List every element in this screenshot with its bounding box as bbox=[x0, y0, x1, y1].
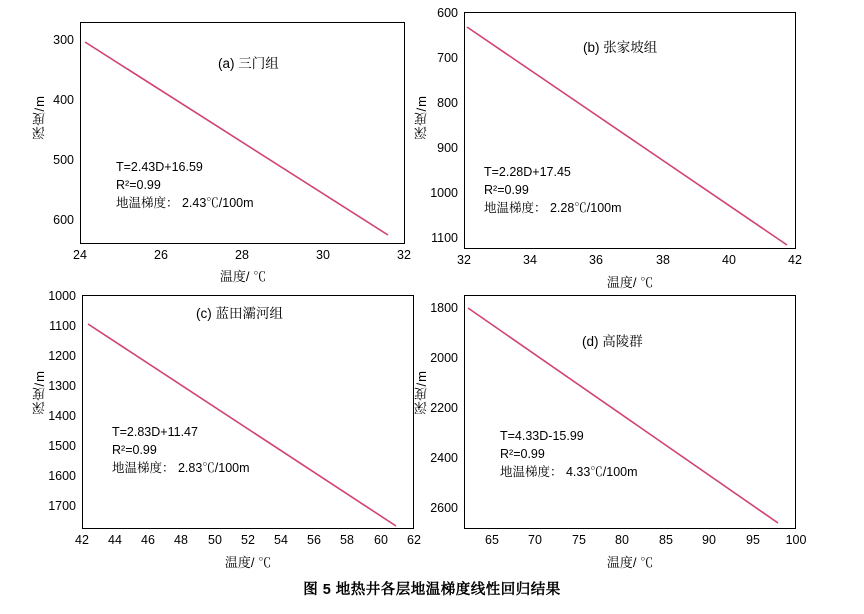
annotation-c bbox=[112, 423, 250, 477]
x-tick-d-0: 65 bbox=[485, 533, 499, 547]
equation-c: T=2.83D+11.47 bbox=[112, 425, 198, 439]
y-tick-d-2: 2200 bbox=[430, 401, 458, 415]
x-tick-a-1: 26 bbox=[154, 248, 168, 262]
y-tick-b-2: 800 bbox=[437, 96, 458, 110]
plot-area-c bbox=[82, 295, 414, 529]
x-tick-c-3: 48 bbox=[174, 533, 188, 547]
y-tick-c-4: 1400 bbox=[48, 409, 76, 423]
y-tick-b-0: 600 bbox=[437, 6, 458, 20]
x-tick-a-0: 24 bbox=[73, 248, 87, 262]
equation-b: T=2.28D+17.45 bbox=[484, 165, 571, 179]
x-tick-c-4: 50 bbox=[208, 533, 222, 547]
panel-title-d: (d) 高陵群 bbox=[582, 334, 643, 349]
trend-line-c bbox=[83, 296, 415, 530]
x-tick-c-10: 62 bbox=[407, 533, 421, 547]
gradient-b: 地温梯度： 2.28℃/100m bbox=[484, 201, 622, 216]
equation-d: T=4.33D-15.99 bbox=[500, 429, 584, 443]
y-tick-a-2: 500 bbox=[53, 153, 74, 167]
x-tick-d-5: 90 bbox=[702, 533, 716, 547]
y-axis-label-d: 深度/m bbox=[414, 370, 429, 415]
x-axis-label-c: 温度/ ℃ bbox=[224, 555, 272, 570]
y-tick-d-0: 1800 bbox=[430, 301, 458, 315]
annotation-b bbox=[484, 163, 622, 217]
x-axis-label-a: 温度/ ℃ bbox=[219, 269, 267, 284]
x-axis-label-b: 温度/ ℃ bbox=[606, 275, 654, 290]
y-tick-d-3: 2400 bbox=[430, 451, 458, 465]
figure-caption: 图 5 地热井各层地温梯度线性回归结果 bbox=[303, 582, 561, 598]
x-tick-a-2: 28 bbox=[235, 248, 249, 262]
y-tick-a-3: 600 bbox=[53, 213, 74, 227]
gradient-a: 地温梯度： 2.43℃/100m bbox=[116, 196, 254, 211]
r2-a: R²=0.99 bbox=[116, 178, 161, 193]
x-tick-c-1: 44 bbox=[108, 533, 122, 547]
y-tick-c-0: 1000 bbox=[48, 289, 76, 303]
r2-c: R²=0.99 bbox=[112, 443, 157, 458]
gradient-c: 地温梯度： 2.83℃/100m bbox=[112, 461, 250, 476]
x-tick-b-1: 34 bbox=[523, 253, 537, 267]
y-tick-c-5: 1500 bbox=[48, 439, 76, 453]
y-tick-a-1: 400 bbox=[53, 93, 74, 107]
x-tick-a-3: 30 bbox=[316, 248, 330, 262]
x-tick-d-6: 95 bbox=[746, 533, 760, 547]
equation-a: T=2.43D+16.59 bbox=[116, 160, 203, 174]
panel-title-b: (b) 张家坡组 bbox=[583, 40, 658, 55]
y-tick-c-1: 1100 bbox=[49, 319, 76, 333]
y-axis-label-c: 深度/m bbox=[32, 370, 47, 415]
x-axis-label-d: 温度/ ℃ bbox=[606, 555, 654, 570]
panel-title-c: (c) 蓝田灞河组 bbox=[196, 306, 283, 321]
x-tick-c-7: 56 bbox=[307, 533, 321, 547]
gradient-d: 地温梯度： 4.33℃/100m bbox=[500, 465, 638, 480]
x-tick-b-4: 40 bbox=[722, 253, 736, 267]
x-tick-c-2: 46 bbox=[141, 533, 155, 547]
y-tick-b-3: 900 bbox=[437, 141, 458, 155]
x-tick-d-1: 70 bbox=[528, 533, 542, 547]
y-axis-label-a: 深度/m bbox=[32, 95, 47, 140]
y-tick-d-1: 2000 bbox=[430, 351, 458, 365]
y-axis-label-b: 深度/m bbox=[414, 95, 429, 140]
x-tick-c-5: 52 bbox=[241, 533, 255, 547]
y-tick-b-1: 700 bbox=[437, 51, 458, 65]
x-tick-c-6: 54 bbox=[274, 533, 288, 547]
x-tick-b-5: 42 bbox=[788, 253, 802, 267]
x-tick-c-9: 60 bbox=[374, 533, 388, 547]
y-tick-b-5: 1100 bbox=[431, 231, 458, 245]
x-tick-a-4: 32 bbox=[397, 248, 411, 262]
y-tick-c-3: 1300 bbox=[48, 379, 76, 393]
x-tick-b-0: 32 bbox=[457, 253, 471, 267]
x-tick-d-7: 100 bbox=[785, 533, 807, 547]
x-tick-c-0: 42 bbox=[75, 533, 89, 547]
x-tick-d-4: 85 bbox=[659, 533, 673, 547]
r2-d: R²=0.99 bbox=[500, 447, 545, 462]
y-tick-d-4: 2600 bbox=[430, 501, 458, 515]
r2-b: R²=0.99 bbox=[484, 183, 529, 198]
y-tick-c-7: 1700 bbox=[48, 499, 76, 513]
panel-title-a: (a) 三门组 bbox=[218, 56, 279, 71]
y-tick-c-6: 1600 bbox=[48, 469, 76, 483]
x-tick-b-2: 36 bbox=[589, 253, 603, 267]
annotation-a bbox=[116, 158, 254, 212]
x-tick-d-3: 80 bbox=[615, 533, 629, 547]
x-tick-c-8: 58 bbox=[340, 533, 354, 547]
x-tick-d-2: 75 bbox=[572, 533, 586, 547]
y-tick-a-0: 300 bbox=[53, 33, 74, 47]
x-tick-b-3: 38 bbox=[656, 253, 670, 267]
annotation-d bbox=[500, 427, 638, 481]
y-tick-c-2: 1200 bbox=[48, 349, 76, 363]
y-tick-b-4: 1000 bbox=[430, 186, 458, 200]
